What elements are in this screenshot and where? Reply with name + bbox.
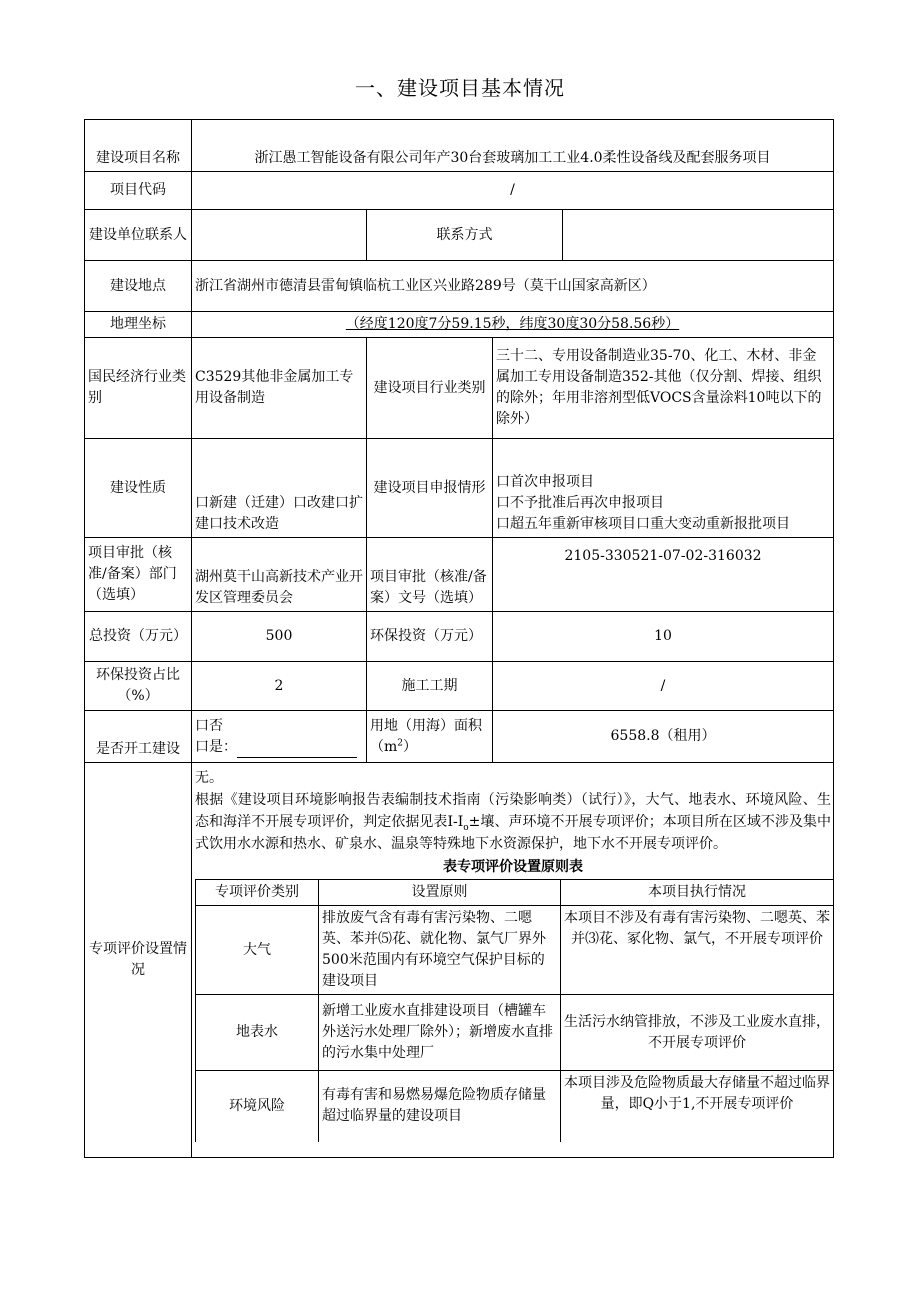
row-nature: [85, 439, 834, 538]
row-approval: [85, 538, 834, 612]
special-label: 专项评价设置情况: [85, 763, 192, 1158]
category-cell: 环境风险: [196, 1071, 319, 1142]
category-cell: 地表水: [196, 995, 319, 1071]
land-area-sup: 2: [397, 737, 404, 748]
contact-method-label: 联系方式: [367, 210, 563, 261]
special-para-sub: o: [463, 822, 469, 833]
special-header-row: [196, 880, 834, 906]
total-invest-label: 总投资（万元）: [85, 612, 192, 662]
industry-value: C3529其他非金属加工专用设备制造: [192, 338, 367, 439]
location-value: 浙江省湖州市德清县雷甸镇临杭工业区兴业路289号（莫干山国家高新区）: [192, 261, 834, 312]
row-total-invest: [85, 612, 834, 662]
started-options: [192, 711, 367, 763]
status-cell: 本项目不涉及有毒有害污染物、二嗯英、苯并⑶花、冢化物、氯气，不开展专项评价: [561, 906, 834, 995]
env-invest-value: 10: [493, 612, 834, 662]
approval-no-label: 项目审批（核准/备案）文号（选填）: [367, 538, 493, 612]
started-label: 是否开工建设: [85, 711, 192, 763]
project-info-table: [84, 119, 834, 1158]
special-para-a: 根据《建设项目环境影响报告表编制技术指南（污染影响类）（试行）》，大气、地表水、环境风险、生态和海洋不开展专项评价，判定依据见表I-I: [195, 792, 832, 830]
principle-cell: 有毒有害和易燃易爆危险物质存储量超过临界量的建设项目: [319, 1071, 561, 1142]
row-coords: [85, 312, 834, 338]
special-content: [192, 763, 834, 1158]
approval-dept-label: 项目审批（核准/备案）部门（选填）: [85, 538, 192, 612]
land-area-label-end: ）: [403, 738, 418, 755]
land-area-label: [367, 711, 493, 763]
coords-text: （经度120度7分59.15秒，纬度30度30分58.56秒）: [345, 316, 680, 332]
land-area-label-text: 用地（用海）面积（m: [370, 717, 482, 755]
special-table-title: 表专项评价设置原则表: [443, 859, 583, 875]
location-label: 建设地点: [85, 261, 192, 312]
special-row: [196, 906, 834, 995]
period-label: 施工工期: [367, 662, 493, 711]
contact-method-value: [563, 210, 834, 261]
special-row: [196, 995, 834, 1071]
approval-no-value: 2105-330521-07-02-316032: [493, 538, 834, 612]
row-env-ratio: [85, 662, 834, 711]
status-cell: 生活污水纳管排放，不涉及工业废水直排，不开展专项评价: [561, 995, 834, 1071]
row-location: [85, 261, 834, 312]
coords-value: [192, 312, 834, 338]
report-option: 口首次申报项目: [496, 474, 594, 490]
project-name-value: 浙江愚工智能设备有限公司年产30台套玻璃加工工业4.0柔性设备线及配套服务项目: [192, 120, 834, 172]
principle-cell: 新增工业废水直排建设项目（槽罐车外送污水处理厂除外）；新增废水直排的污水集中处理厂: [319, 995, 561, 1071]
total-invest-value: 500: [192, 612, 367, 662]
started-yes-blank: [237, 743, 357, 758]
project-industry-value: 三十二、专用设备制造业35-70、化工、木材、非金属加工专用设备制造352-其他（仅分割、焊接、组织的除外；年用非溶剂型低VOCS含量涂料10吨以下的除外）: [493, 338, 834, 439]
header-category: 专项评价类别: [196, 880, 319, 906]
special-line1: 无。: [195, 770, 223, 786]
coords-label: 地理坐标: [85, 312, 192, 338]
project-code-value: /: [192, 172, 834, 210]
special-paragraph: [195, 789, 831, 855]
special-row: [196, 1071, 834, 1142]
principle-cell: 排放废气含有毒有害污染物、二嗯英、苯并⑸花、就化物、氯气厂界外500米范围内有环境空气保护目标的建设项目: [319, 906, 561, 995]
report-label: 建设项目申报情形: [367, 439, 493, 538]
row-started: [85, 711, 834, 763]
contact-person-value: [192, 210, 367, 261]
started-yes: 口是：: [195, 738, 237, 755]
header-status: 本项目执行情况: [561, 880, 834, 906]
started-yes-row: [195, 737, 363, 758]
row-special: [85, 763, 834, 1158]
report-options: [493, 439, 834, 538]
special-para-b: ±壤、声环境不开展专项评价；本项目所在区域不涉及集中式饮用水水源和热水、矿泉水、温泉等特殊地下水资源保护，地下水不开展专项评价。: [195, 814, 832, 852]
report-option: 口不予批准后再次申报项目: [496, 495, 664, 511]
contact-person-label: 建设单位联系人: [85, 210, 192, 261]
env-invest-label: 环保投资（万元）: [367, 612, 493, 662]
industry-label: 国民经济行业类别: [85, 338, 192, 439]
header-principle: 设置原则: [319, 880, 561, 906]
row-project-name: [85, 120, 834, 172]
status-cell: 本项目涉及危险物质最大存储量不超过临界量，即Q小于1,不开展专项评价: [561, 1071, 834, 1142]
nature-value: 口新建（迁建）口改建口扩建口技术改造: [192, 439, 367, 538]
report-option: 口超五年重新审核项目口重大变动重新报批项目: [496, 516, 790, 532]
period-value: /: [493, 662, 834, 711]
project-industry-label: 建设项目行业类别: [367, 338, 493, 439]
row-project-code: [85, 172, 834, 210]
env-ratio-value: 2: [192, 662, 367, 711]
nature-label: 建设性质: [85, 439, 192, 538]
row-contact: [85, 210, 834, 261]
project-code-label: 项目代码: [85, 172, 192, 210]
approval-dept-value: 湖州莫干山高新技术产业开发区管理委员会: [192, 538, 367, 612]
project-name-label: 建设项目名称: [85, 120, 192, 172]
row-industry: [85, 338, 834, 439]
land-area-value: 6558.8（租用）: [493, 711, 834, 763]
page-title: 一、建设项目基本情况: [355, 76, 565, 100]
category-cell: 大气: [196, 906, 319, 995]
started-no: 口否: [195, 717, 223, 734]
env-ratio-label: 环保投资占比（%）: [85, 662, 192, 711]
special-principle-table: [195, 879, 834, 1142]
